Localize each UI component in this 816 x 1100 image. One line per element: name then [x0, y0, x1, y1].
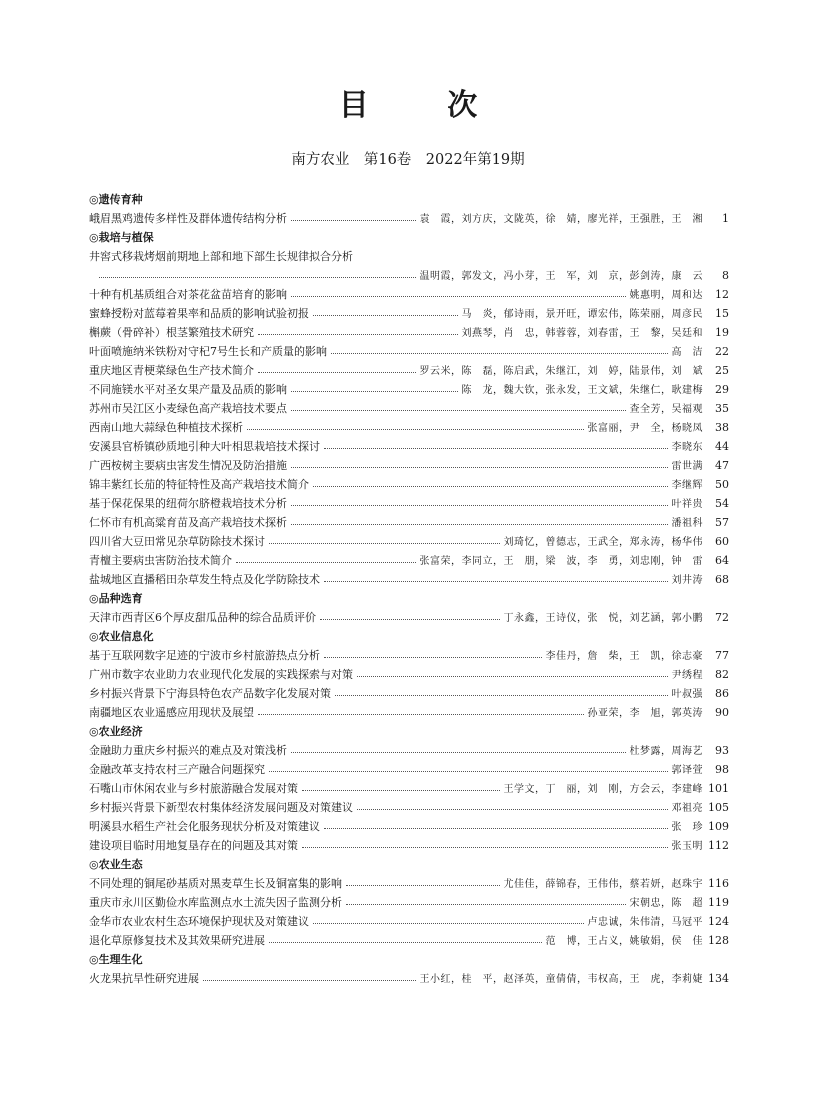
- toc-entry[interactable]: [89, 608, 729, 627]
- page-number: 12: [715, 288, 729, 301]
- article-title: 苏州市吴江区小麦绿色高产栽培技术要点: [89, 402, 287, 415]
- article-title: 重庆市永川区勤俭水库监测点水土流失因子监测分析: [89, 896, 342, 909]
- article-title: 建设项目临时用地复垦存在的问题及其对策: [89, 839, 298, 852]
- section-marker: ◎: [89, 858, 99, 871]
- table-of-contents: [89, 190, 729, 988]
- article-title: 广州市数字农业助力农业现代化发展的实践探索与对策: [89, 668, 353, 681]
- page-number: 54: [715, 497, 729, 510]
- toc-entry[interactable]: [89, 665, 729, 684]
- dot-leader: [247, 429, 584, 430]
- page-number: 82: [715, 668, 729, 681]
- article-authors: 张富荣，李同立，王 朋，梁 波，李 勇，刘忠刚，钟 雷: [419, 556, 703, 567]
- dot-leader: [258, 334, 458, 335]
- article-title: 天津市西青区6个厚皮甜瓜品种的综合品质评价: [89, 611, 316, 624]
- page-number: 8: [722, 269, 729, 282]
- page-number: 50: [715, 478, 729, 491]
- page-title: 目 次: [338, 88, 512, 123]
- toc-entry[interactable]: [89, 551, 729, 570]
- article-authors: 范 博，王占义，姚敏娟，侯 佳: [545, 936, 703, 947]
- article-title: 叶面喷施纳米铁粉对守杞7号生长和产质量的影响: [89, 345, 327, 358]
- dot-leader: [320, 619, 500, 620]
- section-marker: ◎: [89, 953, 99, 966]
- page-number: 25: [715, 364, 729, 377]
- page-number: 38: [715, 421, 729, 434]
- page-number: 22: [715, 345, 729, 358]
- article-title: 乡村振兴背景下新型农村集体经济发展问题及对策建议: [89, 801, 353, 814]
- toc-entry[interactable]: [89, 570, 729, 589]
- page-number: 60: [715, 535, 729, 548]
- dot-leader: [258, 372, 416, 373]
- dot-leader: [203, 980, 416, 981]
- section-marker: ◎: [89, 630, 99, 643]
- dot-leader: [357, 809, 668, 810]
- page-number: 101: [708, 782, 729, 795]
- toc-entry[interactable]: [89, 646, 729, 665]
- toc-entry[interactable]: [89, 304, 729, 323]
- article-authors: 高 洁: [671, 347, 703, 358]
- page-number: 128: [708, 934, 729, 947]
- dot-leader: [346, 904, 626, 905]
- section-marker: ◎: [89, 592, 99, 605]
- dot-leader: [269, 771, 668, 772]
- article-title: 锦丰紫红长茄的特征特性及高产栽培技术简介: [89, 478, 309, 491]
- dot-leader: [291, 410, 626, 411]
- dot-leader: [324, 828, 668, 829]
- article-authors: 刘井涛: [671, 575, 703, 586]
- toc-entry[interactable]: [89, 285, 729, 304]
- article-authors: 张富丽，尹 全，杨晓凤: [587, 423, 703, 434]
- toc-entry[interactable]: [89, 912, 729, 931]
- article-title: 退化草原修复技术及其效果研究进展: [89, 934, 265, 947]
- section-heading: [89, 855, 729, 874]
- dot-leader: [324, 657, 542, 658]
- page-number: 105: [708, 801, 729, 814]
- section-heading: [89, 722, 729, 741]
- toc-entry[interactable]: [89, 247, 729, 266]
- article-authors: 潘祖科: [671, 518, 703, 529]
- page-number: 47: [715, 459, 729, 472]
- page-number: 134: [708, 972, 729, 985]
- article-authors: 雷世满: [671, 461, 703, 472]
- dot-leader: [269, 942, 542, 943]
- dot-leader: [335, 695, 668, 696]
- dot-leader: [269, 543, 500, 544]
- dot-leader: [331, 353, 668, 354]
- article-authors: 袁 霞，刘方庆，文陇英，徐 婧，廖光祥，王强胜，王 湘: [419, 214, 703, 225]
- article-authors: 陈 龙，魏大钦，张永发，王文斌，朱继仁，耿建梅: [461, 385, 703, 396]
- toc-entry[interactable]: [89, 361, 729, 380]
- article-authors: 杜梦露，周海艺: [629, 746, 703, 757]
- dot-leader: [291, 524, 668, 525]
- page-number: 116: [708, 877, 729, 890]
- toc-entry[interactable]: [89, 817, 729, 836]
- dot-leader: [291, 391, 458, 392]
- section-name: 品种选育: [98, 592, 143, 605]
- section-name: 农业生态: [98, 858, 143, 871]
- toc-entry[interactable]: [89, 703, 729, 722]
- article-title: 盐城地区直播稻田杂草发生特点及化学防除技术: [89, 573, 320, 586]
- section-heading: [89, 627, 729, 646]
- article-title: 重庆地区青梗菜绿色生产技术简介: [89, 364, 254, 377]
- toc-entry[interactable]: [89, 418, 729, 437]
- toc-entry[interactable]: [89, 209, 729, 228]
- toc-entry[interactable]: [89, 836, 729, 855]
- article-authors: 丁永鑫，王诗仪，张 悦，刘艺涵，郭小鹏: [503, 613, 703, 624]
- dot-leader: [291, 752, 626, 753]
- article-authors: 王小红，桂 平，赵泽英，童倩倩，韦权高，王 虎，李莉婕: [419, 974, 703, 985]
- page-number: 68: [715, 573, 729, 586]
- toc-entry[interactable]: [89, 475, 729, 494]
- section-heading: [89, 589, 729, 608]
- article-title: 峨眉黑鸡遗传多样性及群体遗传结构分析: [89, 212, 287, 225]
- dot-leader: [302, 790, 500, 791]
- section-marker: ◎: [89, 231, 99, 244]
- toc-entry[interactable]: [89, 532, 729, 551]
- page-number: 119: [708, 896, 729, 909]
- article-authors: 李佳丹，詹 柴，王 凯，徐志豪: [545, 651, 703, 662]
- page-number: 1: [722, 212, 729, 225]
- toc-entry[interactable]: [89, 779, 729, 798]
- toc-entry[interactable]: [89, 342, 729, 361]
- section-heading: [89, 228, 729, 247]
- section-marker: ◎: [89, 193, 99, 206]
- article-title: 四川省大豆田常见杂草防除技术探讨: [89, 535, 265, 548]
- section-marker: ◎: [89, 725, 99, 738]
- article-title: 金融助力重庆乡村振兴的难点及对策浅析: [89, 744, 287, 757]
- page-number: 77: [715, 649, 729, 662]
- dot-leader: [291, 296, 626, 297]
- section-name: 农业经济: [98, 725, 143, 738]
- page-number: 64: [715, 554, 729, 567]
- dot-leader: [291, 220, 416, 221]
- page-number: 57: [715, 516, 729, 529]
- dot-leader: [313, 315, 458, 316]
- toc-entry[interactable]: [89, 323, 729, 342]
- dot-leader: [313, 486, 668, 487]
- page-number: 109: [708, 820, 729, 833]
- article-authors: 张 珍: [671, 822, 703, 833]
- article-authors: 罗云米，陈 磊，陈启武，朱继江，刘 婷，陆景伟，刘 斌: [419, 366, 703, 377]
- toc-entry[interactable]: [89, 741, 729, 760]
- page-number: 90: [715, 706, 729, 719]
- toc-entry[interactable]: [89, 684, 729, 703]
- page-number: 112: [708, 839, 729, 852]
- dot-leader: [99, 277, 416, 278]
- page-number: 35: [715, 402, 729, 415]
- article-title: 基于保花保果的纽荷尔脐橙栽培技术分析: [89, 497, 287, 510]
- article-authors: 王学文，丁 丽，刘 刚，方会云，李建峰: [503, 784, 703, 795]
- dot-leader: [357, 676, 668, 677]
- dot-leader: [324, 448, 668, 449]
- article-title: 金融改革支持农村三产融合问题探究: [89, 763, 265, 776]
- article-authors: 马 炎，郁诗雨，景开旺，谭宏伟，陈荣丽，周彦民: [461, 309, 703, 320]
- article-authors: 李继辉: [671, 480, 703, 491]
- toc-entry[interactable]: [89, 798, 729, 817]
- article-authors: 孙亚荣，李 旭，郭英涛: [587, 708, 703, 719]
- article-authors: 李晓东: [671, 442, 703, 453]
- article-authors: 查全芳，吴福观: [629, 404, 703, 415]
- toc-entry[interactable]: [89, 380, 729, 399]
- journal-issue-line: 南方农业 第16卷 2022年第19期: [291, 152, 525, 168]
- page-number: 44: [715, 440, 729, 453]
- article-authors: 刘燕琴，肖 忠，韩蓉蓉，刘春雷，王 黎，吴廷和: [461, 328, 703, 339]
- article-authors: 温明霞，郭发文，冯小芽，王 军，刘 京，彭剑涛，康 云: [419, 271, 703, 282]
- toc-entry[interactable]: [89, 969, 729, 988]
- dot-leader: [291, 505, 668, 506]
- page-number: 29: [715, 383, 729, 396]
- section-heading: [89, 950, 729, 969]
- article-title: 石嘴山市休闲农业与乡村旅游融合发展对策: [89, 782, 298, 795]
- article-authors: 卢忠诚，朱伟清，马冠平: [587, 917, 703, 928]
- toc-entry[interactable]: [89, 437, 729, 456]
- page-number: 72: [715, 611, 729, 624]
- article-authors: 郭译萱: [671, 765, 703, 776]
- toc-entry[interactable]: [89, 893, 729, 912]
- article-title: 仁怀市有机高粱育苗及高产栽培技术探析: [89, 516, 287, 529]
- toc-entry[interactable]: [89, 760, 729, 779]
- article-title: 基于互联网数字足迹的宁波市乡村旅游热点分析: [89, 649, 320, 662]
- dot-leader: [324, 581, 668, 582]
- article-authors: 宋朝忠，陈 超: [629, 898, 703, 909]
- article-title: 火龙果抗旱性研究进展: [89, 972, 199, 985]
- toc-entry[interactable]: [89, 456, 729, 475]
- toc-entry[interactable]: [89, 513, 729, 532]
- article-authors: 尹绣程: [671, 670, 703, 681]
- article-authors: 刘琦忆，曾德志，王武全，郑永涛，杨华伟: [503, 537, 703, 548]
- toc-entry-continuation[interactable]: [89, 266, 729, 285]
- dot-leader: [258, 714, 584, 715]
- article-title: 不同处理的铜尾砂基质对黑麦草生长及铜富集的影响: [89, 877, 342, 890]
- article-authors: 张玉明: [671, 841, 703, 852]
- dot-leader: [236, 562, 416, 563]
- article-title: 井窖式移栽烤烟前期地上部和地下部生长规律拟合分析: [89, 250, 353, 263]
- article-authors: 姚惠明，周和达: [629, 290, 703, 301]
- page-number: 93: [715, 744, 729, 757]
- dot-leader: [302, 847, 668, 848]
- toc-entry[interactable]: [89, 399, 729, 418]
- page-number: 86: [715, 687, 729, 700]
- page-number: 124: [708, 915, 729, 928]
- page-number: 15: [715, 307, 729, 320]
- page-number: 98: [715, 763, 729, 776]
- article-authors: 叶叔强: [671, 689, 703, 700]
- article-title: 明溪县水稻生产社会化服务现状分析及对策建议: [89, 820, 320, 833]
- toc-entry[interactable]: [89, 874, 729, 893]
- article-title: 乡村振兴背景下宁海县特色农产品数字化发展对策: [89, 687, 331, 700]
- article-authors: 尤佳佳，薛锦春，王伟伟，蔡若妍，赵珠宇: [503, 879, 703, 890]
- dot-leader: [313, 923, 584, 924]
- article-title: 槲蕨（骨碎补）根茎繁殖技术研究: [89, 326, 254, 339]
- page-number: 19: [715, 326, 729, 339]
- section-name: 栽培与植保: [98, 231, 154, 244]
- article-title: 不同施镁水平对圣女果产量及品质的影响: [89, 383, 287, 396]
- section-heading: [89, 190, 729, 209]
- article-authors: 邓祖亮: [671, 803, 703, 814]
- dot-leader: [346, 885, 500, 886]
- section-name: 农业信息化: [98, 630, 154, 643]
- dot-leader: [291, 467, 668, 468]
- section-name: 生理生化: [98, 953, 143, 966]
- article-title: 西南山地大蒜绿色种植技术探析: [89, 421, 243, 434]
- article-title: 南疆地区农业遥感应用现状及展望: [89, 706, 254, 719]
- article-title: 蜜蜂授粉对蓝莓着果率和品质的影响试验初报: [89, 307, 309, 320]
- toc-entry[interactable]: [89, 931, 729, 950]
- article-title: 金华市农业农村生态环境保护现状及对策建议: [89, 915, 309, 928]
- article-title: 广西桉树主要病虫害发生情况及防治措施: [89, 459, 287, 472]
- article-authors: 叶祥贵: [671, 499, 703, 510]
- article-title: 十种有机基质组合对茶花盆苗培育的影响: [89, 288, 287, 301]
- section-name: 遗传育种: [98, 193, 143, 206]
- article-title: 安溪县官桥镇砂质地引种大叶相思栽培技术探讨: [89, 440, 320, 453]
- toc-entry[interactable]: [89, 494, 729, 513]
- article-title: 青檀主要病虫害防治技术简介: [89, 554, 232, 567]
